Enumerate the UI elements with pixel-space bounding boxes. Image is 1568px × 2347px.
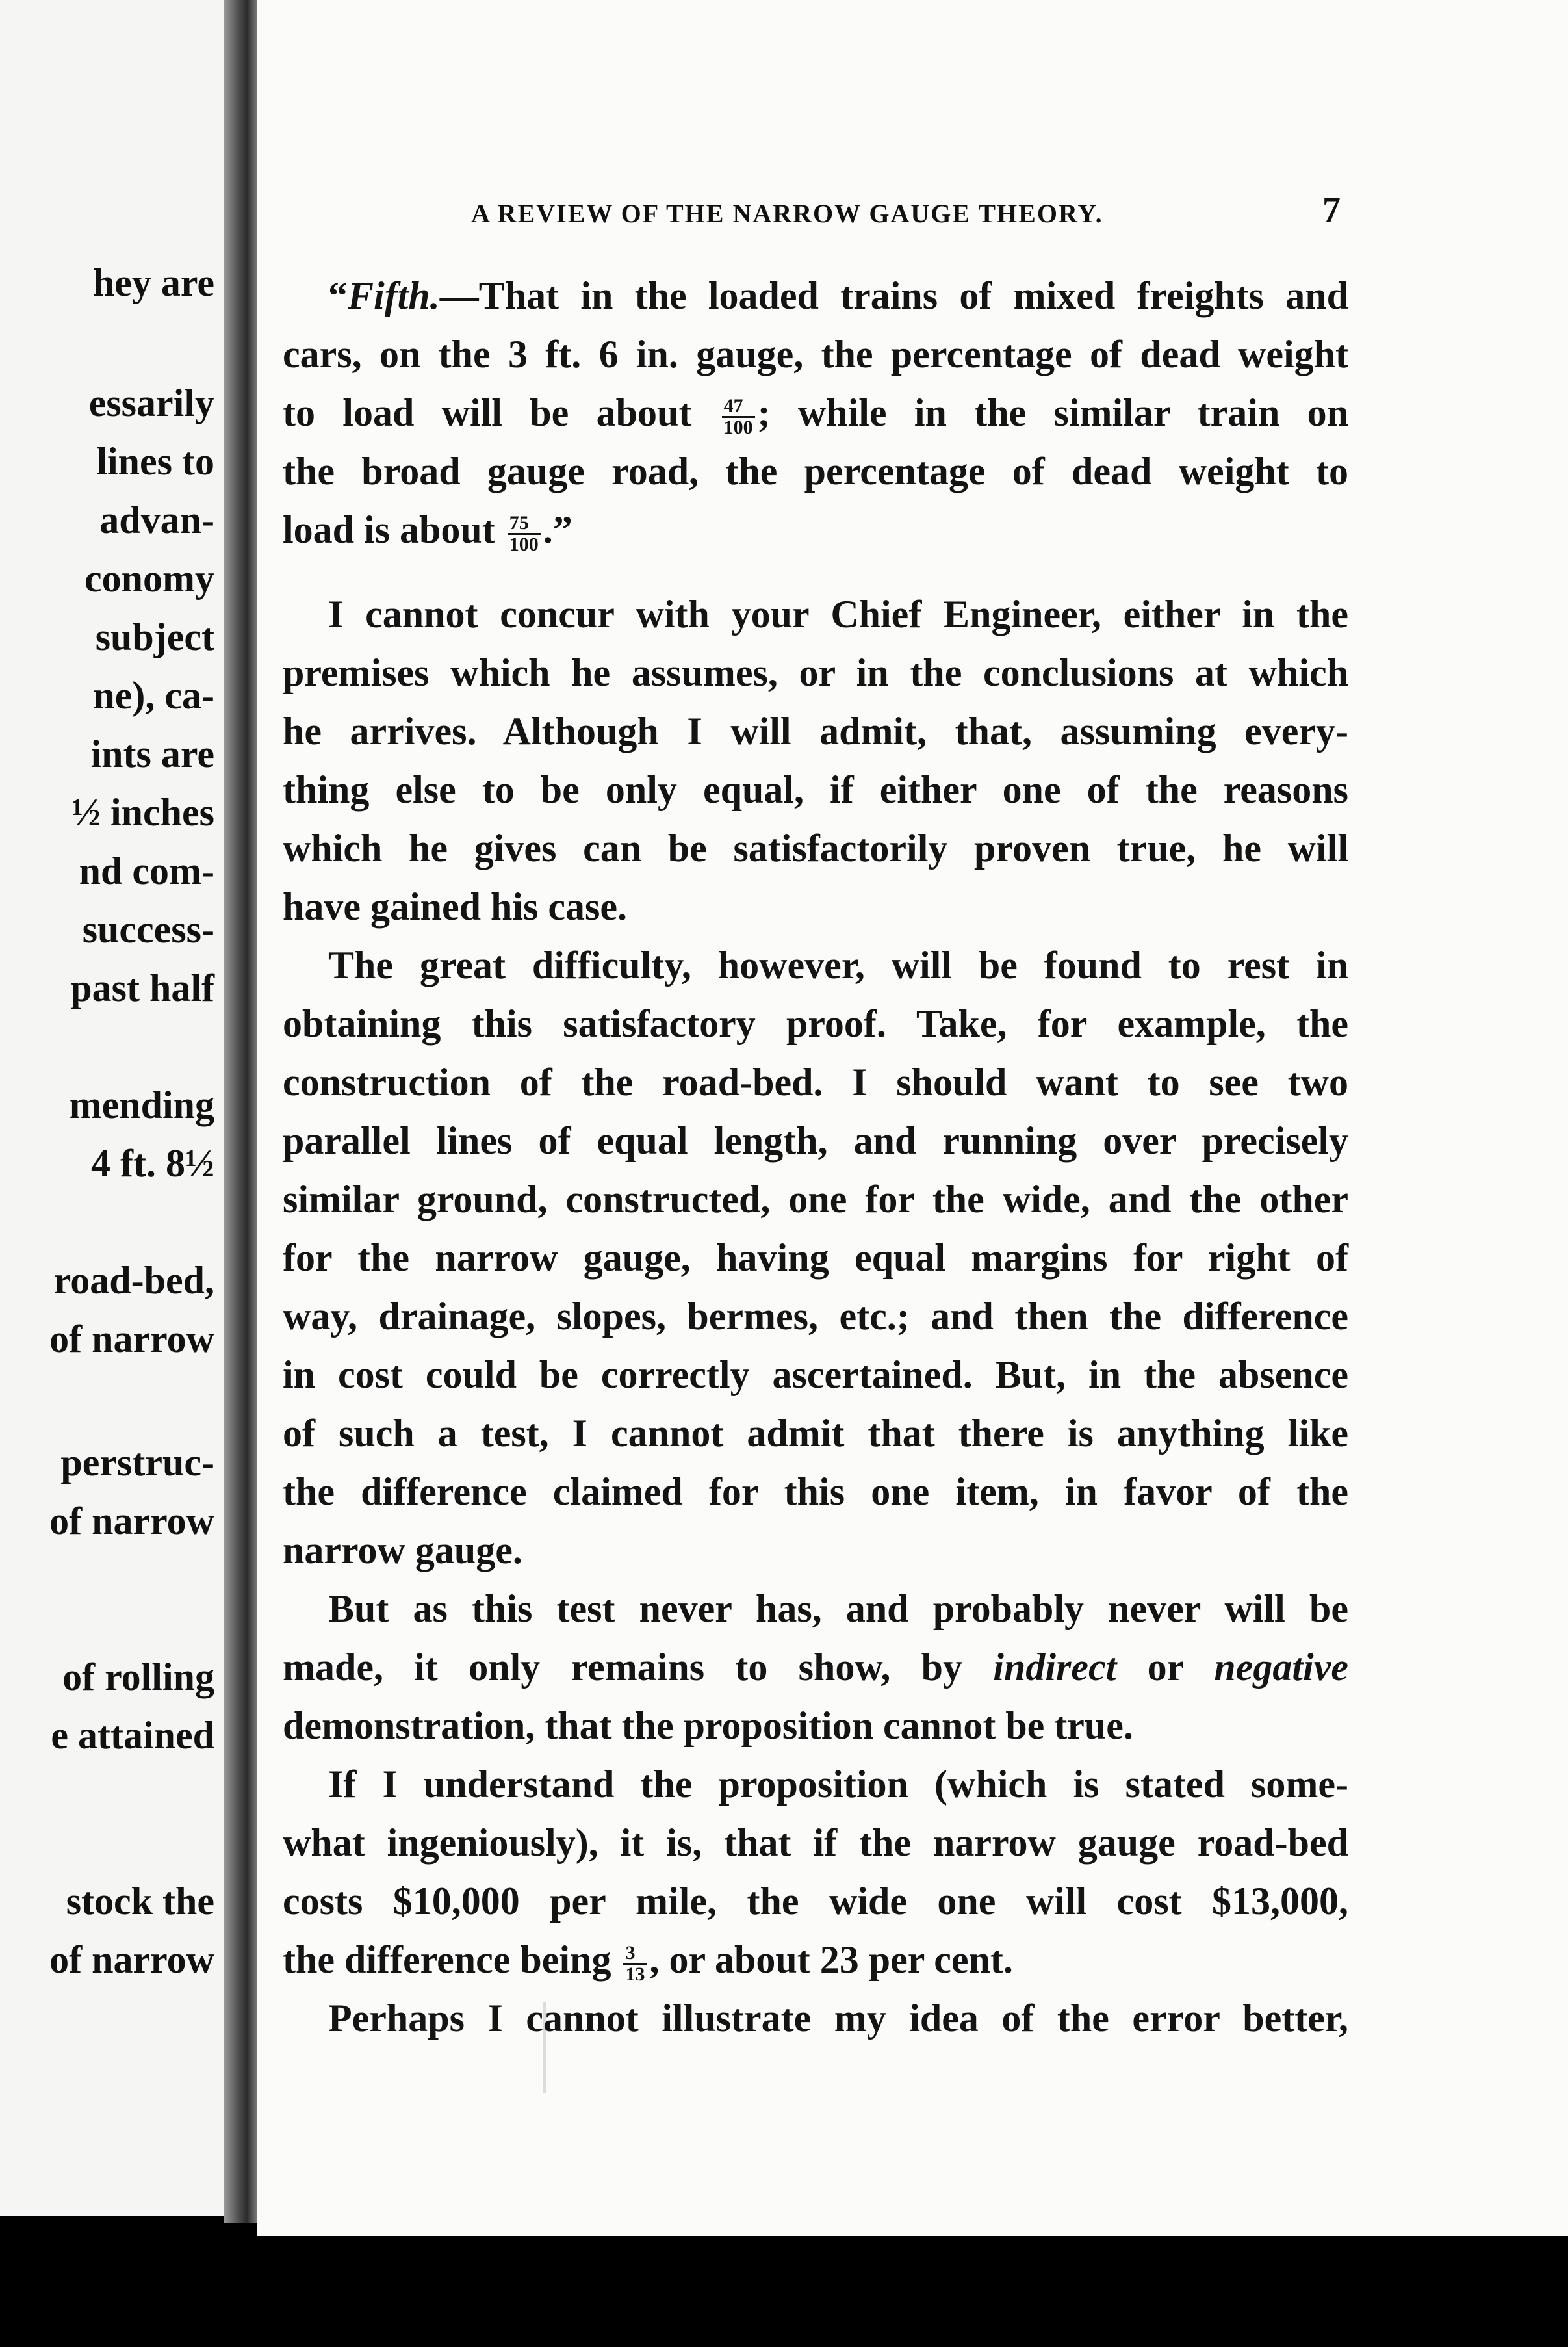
left-page-line: stock the [66, 1880, 214, 1923]
text-line: the broad gauge road, the percentage of dead weight to [283, 450, 1348, 493]
text-span: made, it only remains to show, by [283, 1646, 962, 1689]
left-page-line: conomy [84, 557, 214, 600]
fraction-47-100 [722, 396, 755, 437]
text-line: he arrives. Although I will admit, that, assuming every- [283, 710, 1348, 753]
page-body [283, 266, 1348, 2047]
book-gutter [224, 0, 257, 2223]
text-line: demonstration, that the proposition cannot be true. [283, 1704, 1133, 1747]
scan-bottom-border [0, 2236, 1568, 2347]
paragraph-illustrate [283, 1989, 1348, 2047]
text-span: , or about 23 per cent. [649, 1938, 1013, 1981]
text-line [283, 1638, 1348, 1696]
text-line [283, 500, 1348, 559]
left-page-line: e attained [51, 1714, 214, 1757]
fraction-numerator: 47 [722, 396, 755, 418]
italic-fifth: Fifth. [348, 274, 440, 317]
text-span: or [1147, 1646, 1184, 1689]
left-page-line: perstruc- [60, 1441, 214, 1484]
text-line: Perhaps I cannot illustrate my idea of the error better, [328, 1997, 1348, 2040]
paragraph-proposition [283, 1755, 1348, 1989]
text-line: have gained his case. [283, 885, 628, 928]
text-line: what ingeniously), it is, that if the narrow gauge road-bed [283, 1821, 1348, 1864]
text-line: obtaining this satisfactory proof. Take, for example, the [283, 1002, 1348, 1045]
text-line: costs $10,000 per mile, the wide one will cost $13,000, [283, 1880, 1348, 1923]
text-span: —That in the loaded trains of mixed freights and [439, 274, 1348, 317]
text-span: the difference being [283, 1938, 611, 1981]
left-page-line: road-bed, [53, 1259, 214, 1302]
fraction-numerator: 3 [623, 1943, 647, 1965]
text-line: which he gives can be satisfactorily proven true, he will [283, 827, 1348, 870]
fraction-3-13 [623, 1943, 647, 1984]
scan-artifact [543, 2002, 546, 2093]
open-quote: “ [328, 274, 348, 317]
fraction-numerator: 75 [508, 513, 541, 535]
fraction-denominator: 100 [509, 533, 539, 555]
text-line: But as this test never has, and probably never will be [328, 1587, 1348, 1630]
fraction-denominator: 100 [723, 416, 753, 438]
left-page-line: essarily [88, 382, 214, 424]
running-head-title: A REVIEW OF THE NARROW GAUGE THEORY. [471, 199, 1103, 228]
text-line [283, 383, 1348, 442]
text-line: I cannot concur with your Chief Engineer, either in the [328, 593, 1348, 636]
left-page-line: of narrow [49, 1317, 214, 1360]
text-line: for the narrow gauge, having equal margins for right of [283, 1236, 1348, 1279]
text-line: the difference claimed for this one item, in favor of the [283, 1470, 1348, 1513]
text-line: in cost could be correctly ascertained. But, in the absence [283, 1353, 1348, 1396]
italic-negative: negative [1214, 1646, 1348, 1689]
text-span: ; while in the similar train on [757, 391, 1349, 434]
left-page-line: mending [69, 1083, 214, 1126]
left-page-line: subject [95, 616, 214, 658]
text-span: to load will be about [283, 391, 692, 434]
left-page-line: advan- [99, 499, 214, 541]
left-page-line: lines to [96, 440, 214, 483]
left-page-line: nd com- [79, 849, 214, 892]
italic-indirect: indirect [993, 1646, 1117, 1689]
text-line: narrow gauge. [283, 1529, 522, 1572]
paragraph-concur [283, 585, 1348, 936]
running-header [257, 185, 1568, 237]
right-page [257, 0, 1568, 2236]
text-line: premises which he assumes, or in the conclusions at which [283, 651, 1348, 694]
left-page-fragment [0, 0, 224, 2216]
fraction-denominator: 13 [625, 1963, 645, 1985]
left-page-line: of narrow [49, 1499, 214, 1542]
left-page-line: ½ inches [71, 791, 214, 834]
text-line: The great difficulty, however, will be found to rest in [328, 944, 1348, 987]
page-number: 7 [1322, 190, 1341, 230]
text-span: load is about [283, 508, 495, 551]
paragraph-difficulty [283, 936, 1348, 1579]
fraction-75-100 [508, 513, 541, 554]
text-line: way, drainage, slopes, bermes, etc.; and then the difference [283, 1295, 1348, 1338]
text-line: thing else to be only equal, if either one of the reasons [283, 768, 1348, 811]
text-line [283, 1930, 1348, 1989]
paragraph-test [283, 1579, 1348, 1755]
left-page-line: success- [82, 908, 214, 951]
left-page-line: of narrow [49, 1938, 214, 1981]
left-page-line: past half [70, 966, 214, 1009]
left-page-line: hey are [92, 261, 214, 304]
left-page-line: ints are [90, 733, 214, 775]
paragraph-fifth [283, 266, 1348, 559]
text-line: parallel lines of equal length, and running over precisely [283, 1119, 1348, 1162]
left-page-line: ne), ca- [93, 674, 214, 717]
text-span: .” [543, 508, 572, 551]
text-line: If I understand the proposition (which is stated some- [328, 1763, 1348, 1806]
text-line: cars, on the 3 ft. 6 in. gauge, the percentage of dead weight [283, 333, 1348, 376]
left-page-line: 4 ft. 8½ [91, 1142, 214, 1185]
text-line: of such a test, I cannot admit that there is anything like [283, 1412, 1348, 1455]
text-line [283, 266, 1348, 325]
text-line: construction of the road-bed. I should want to see two [283, 1061, 1348, 1104]
text-line: similar ground, constructed, one for the wide, and the other [283, 1178, 1348, 1221]
left-page-line: of rolling [62, 1655, 214, 1698]
